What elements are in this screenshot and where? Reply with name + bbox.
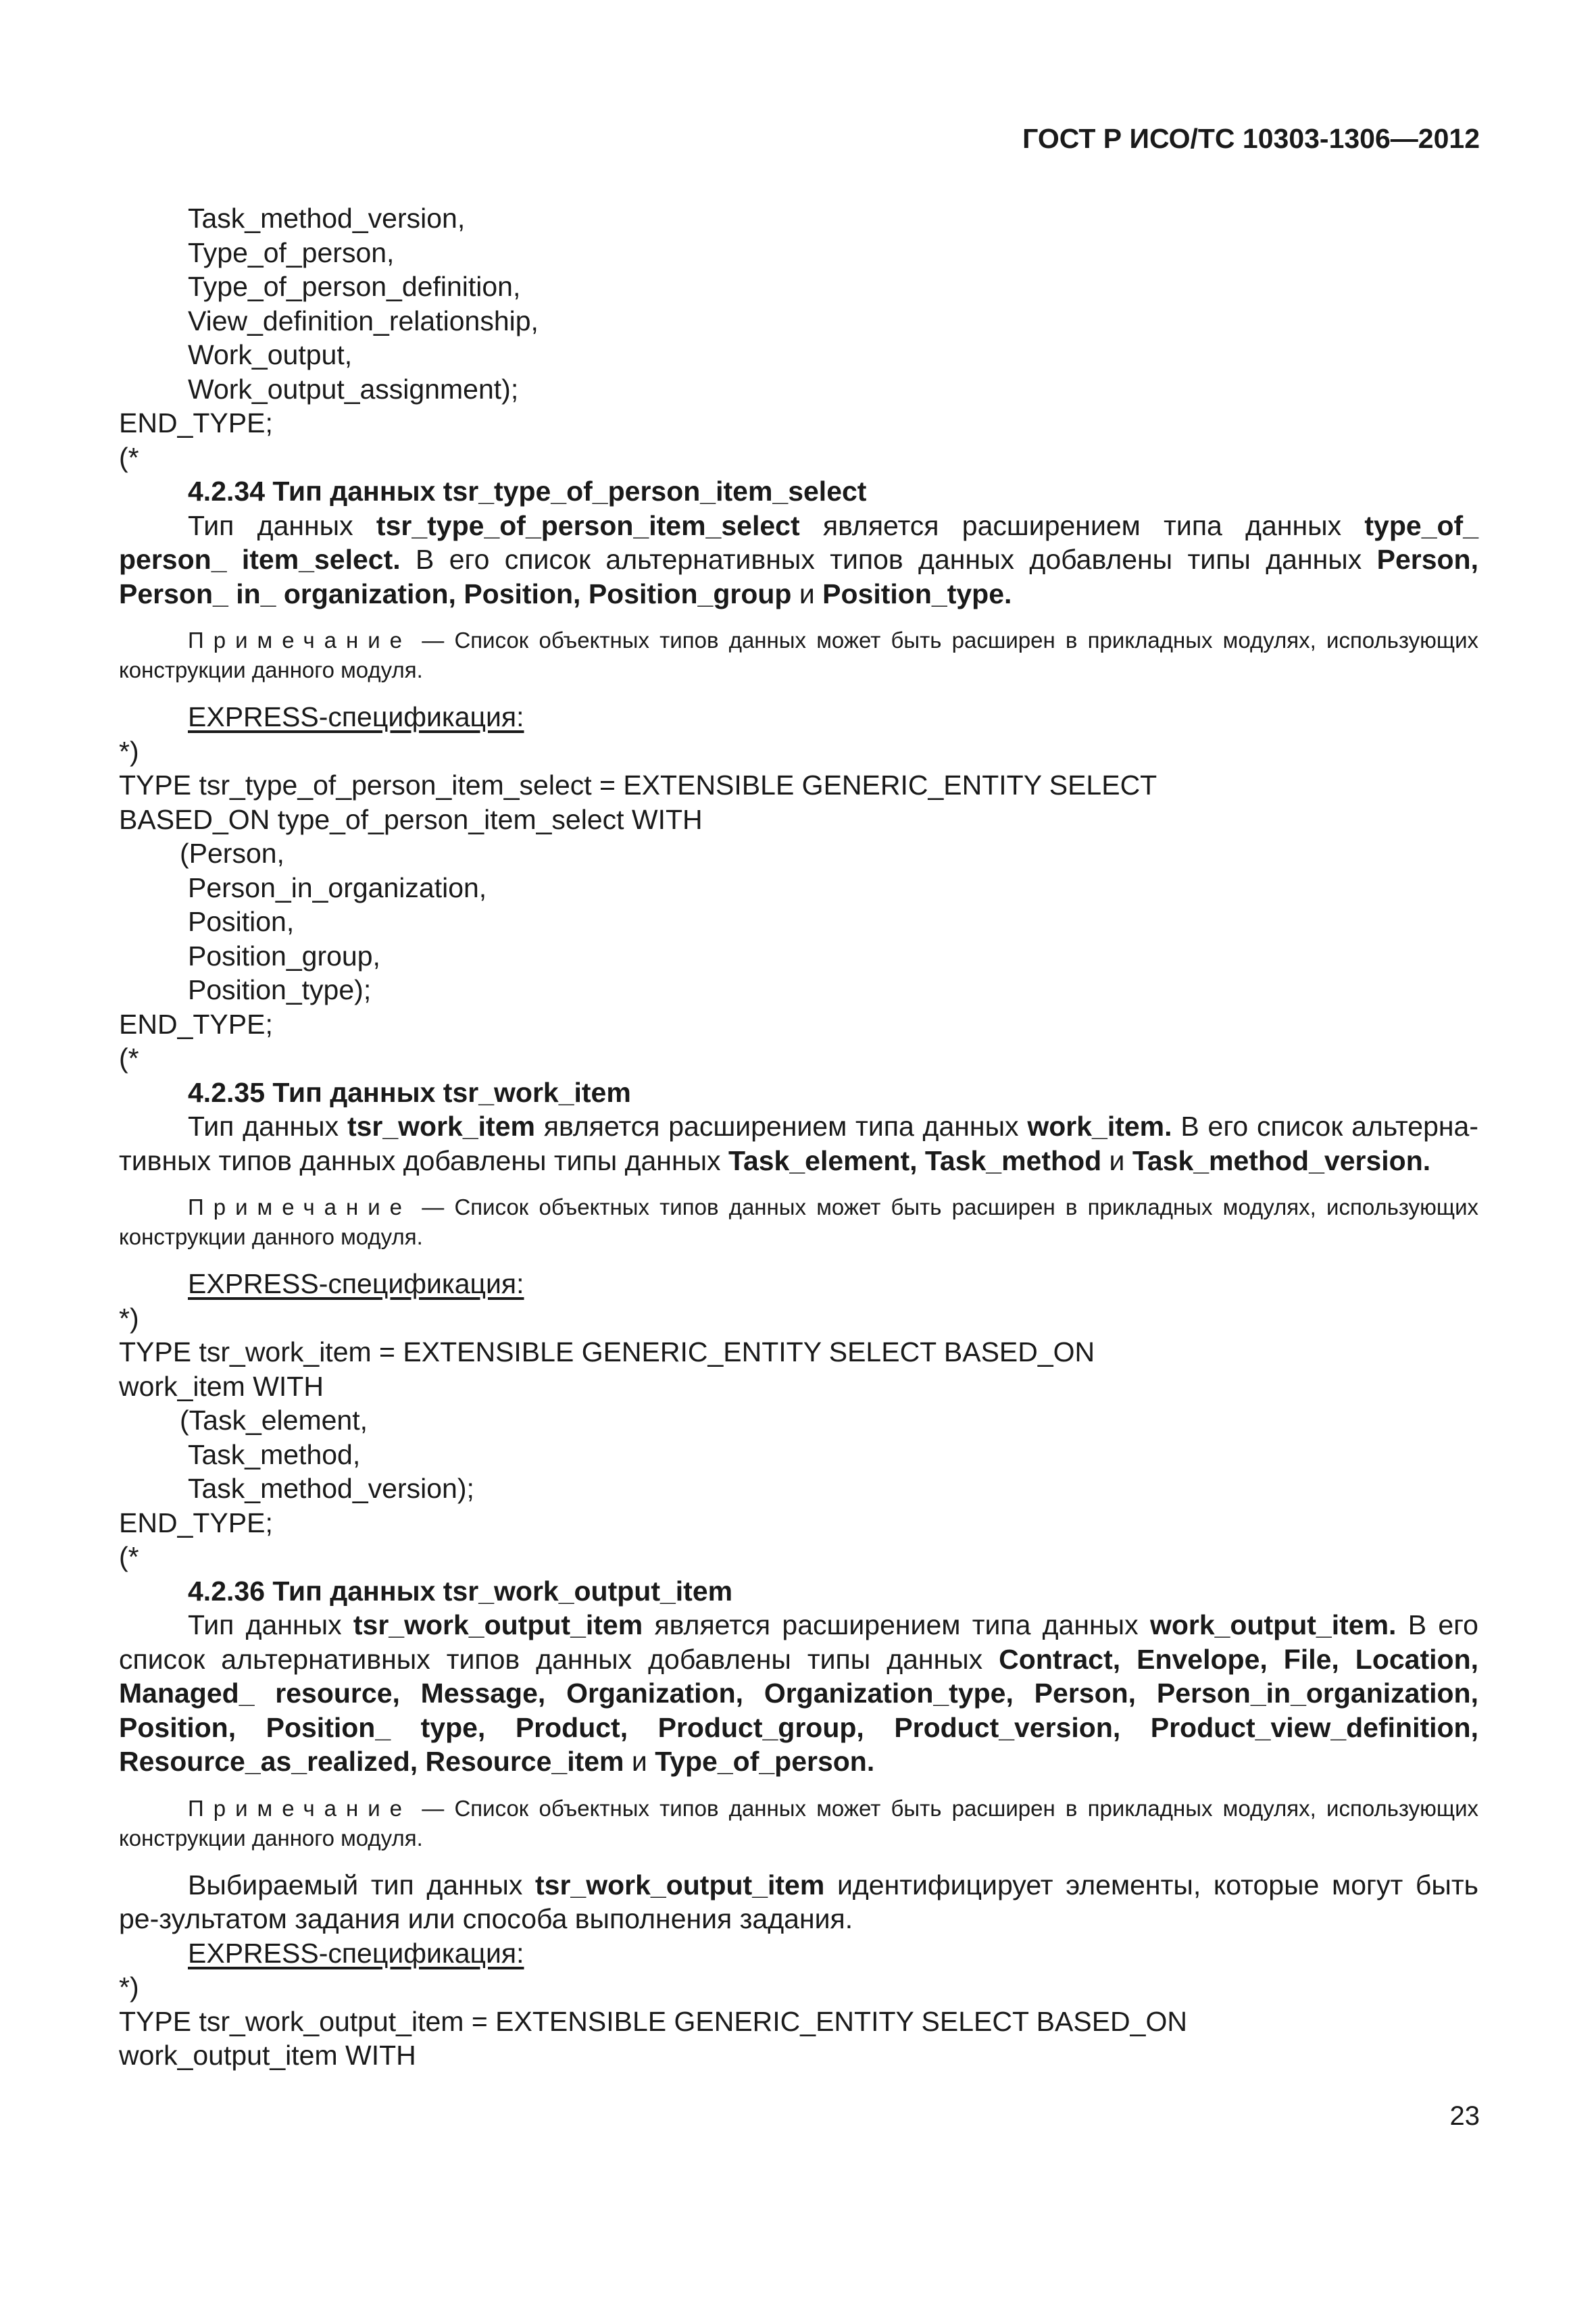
section-heading-4-2-35: 4.2.35 Тип данных tsr_work_item (188, 1076, 631, 1108)
note-text: Список объектных типов данных может быть расширен в прикладных модулях, использующих конструкции данного модуля. (119, 1194, 1478, 1249)
text-run: и (1101, 1145, 1132, 1176)
express-spec-label: EXPRESS-спецификация: (188, 1937, 524, 1969)
section-paragraph (119, 509, 1478, 611)
note-label: Примечание (188, 628, 412, 653)
section-paragraph (119, 1868, 1478, 1936)
note-text: Список объектных типов данных может быть расширен в прикладных модулях, использующих конструкции данного модуля. (119, 628, 1478, 682)
section-paragraph (119, 1109, 1478, 1178)
code-line: work_item WITH (119, 1370, 324, 1402)
note-dash: — (412, 628, 455, 653)
page-number: 23 (1449, 2101, 1480, 2131)
text-run: Тип данных (188, 509, 376, 541)
code-line: (Task_element, (180, 1405, 368, 1436)
type-name: Task_method_version. (1132, 1145, 1431, 1176)
type-name: tsr_work_output_item (353, 1609, 643, 1640)
code-line: Type_of_person, (188, 236, 395, 268)
type-name: Position_type. (822, 578, 1012, 609)
standard-header: ГОСТ Р ИСО/ТС 10303-1306—2012 (1022, 123, 1480, 154)
code-line: (Person, (180, 838, 284, 869)
type-name: work_output_item. (1149, 1609, 1397, 1640)
note-label: Примечание (188, 1795, 412, 1821)
code-line: View_definition_relationship, (188, 305, 539, 336)
note (119, 1192, 1478, 1252)
text-run: Тип данных (188, 1111, 347, 1142)
text-run: Тип данных (188, 1609, 353, 1640)
text-run: и (791, 578, 823, 609)
code-line: Position, (188, 906, 295, 937)
text-run: В его список альтернативных типов данных добавлены типы данных (400, 544, 1377, 575)
code-line: Work_output, (188, 339, 353, 370)
note-dash: — (412, 1194, 455, 1219)
text-run: является расширением типа данных (643, 1609, 1150, 1640)
note (119, 1794, 1478, 1853)
type-name: work_item. (1027, 1111, 1172, 1142)
code-line: TYPE tsr_type_of_person_item_select = EXTENSIBLE GENERIC_ENTITY SELECT (119, 770, 1157, 801)
page-content (119, 201, 1478, 2073)
code-end-type: END_TYPE; (119, 1008, 273, 1040)
code-line: Position_type); (188, 974, 372, 1005)
comment-close: *) (119, 1971, 139, 2003)
code-line: Position_group, (188, 940, 380, 972)
code-line: BASED_ON type_of_person_item_select WITH (119, 803, 703, 835)
comment-open: (* (119, 1541, 139, 1572)
express-spec-label: EXPRESS-спецификация: (188, 701, 524, 732)
comment-close: *) (119, 1302, 139, 1334)
type-name: Type_of_person. (655, 1746, 875, 1777)
type-names: Person, Person_ in_ organization, Position, Position_group (119, 544, 1478, 609)
type-name: tsr_work_item (347, 1111, 535, 1142)
text-run: В его список альтерна-тивных типов данных добавлены типы данных (119, 1111, 1478, 1176)
code-line: Task_method, (188, 1438, 361, 1470)
express-spec-label: EXPRESS-спецификация: (188, 1268, 524, 1299)
note-text: Список объектных типов данных может быть расширен в прикладных модулях, использующих конструкции данного модуля. (119, 1795, 1478, 1851)
type-name: type_of_ person_ item_select. (119, 509, 1478, 575)
code-end-type: END_TYPE; (119, 407, 273, 438)
code-line: Person_in_organization, (188, 872, 487, 903)
text-run: и (624, 1746, 655, 1777)
code-line: TYPE tsr_work_output_item = EXTENSIBLE GENERIC_ENTITY SELECT BASED_ON (119, 2005, 1187, 2037)
type-name: tsr_work_output_item (535, 1869, 825, 1901)
comment-open: (* (119, 441, 139, 473)
type-name: tsr_type_of_person_item_select (376, 509, 800, 541)
type-names: Task_element, Task_method (728, 1145, 1102, 1176)
comment-close: *) (119, 735, 139, 767)
note-label: Примечание (188, 1194, 412, 1219)
text-run: идентифицирует элементы, которые могут быть ре-зультатом задания или способа выполнения задания. (119, 1869, 1478, 1934)
text-run: Выбираемый тип данных (188, 1869, 535, 1901)
note-dash: — (412, 1795, 455, 1821)
note (119, 626, 1478, 685)
code-line: Type_of_person_definition, (188, 271, 521, 302)
code-line: TYPE tsr_work_item = EXTENSIBLE GENERIC_ENTITY SELECT BASED_ON (119, 1336, 1095, 1367)
code-line: Task_method_version, (188, 203, 466, 234)
section-heading-4-2-36: 4.2.36 Тип данных tsr_work_output_item (188, 1575, 733, 1607)
type-names: Contract, Envelope, File, Location, Managed_ resource, Message, Organization, Organization_type, Person, Person_in_organization, Position, Position_ type, Product, Product_group, Product_version, Product_view_definition, Resource_as_realized, Resource_item (119, 1643, 1478, 1777)
section-paragraph (119, 1608, 1478, 1779)
code-line: work_output_item WITH (119, 2040, 416, 2071)
code-line: Work_output_assignment); (188, 373, 519, 405)
text-run: В его список альтернативных типов данных добавлены типы данных (119, 1609, 1478, 1675)
code-line: Task_method_version); (188, 1473, 474, 1504)
code-end-type: END_TYPE; (119, 1507, 273, 1538)
comment-open: (* (119, 1042, 139, 1074)
text-run: является расширением типа данных (799, 509, 1365, 541)
section-heading-4-2-34: 4.2.34 Тип данных tsr_type_of_person_item_select (188, 476, 867, 507)
text-run: является расширением типа данных (534, 1111, 1028, 1142)
